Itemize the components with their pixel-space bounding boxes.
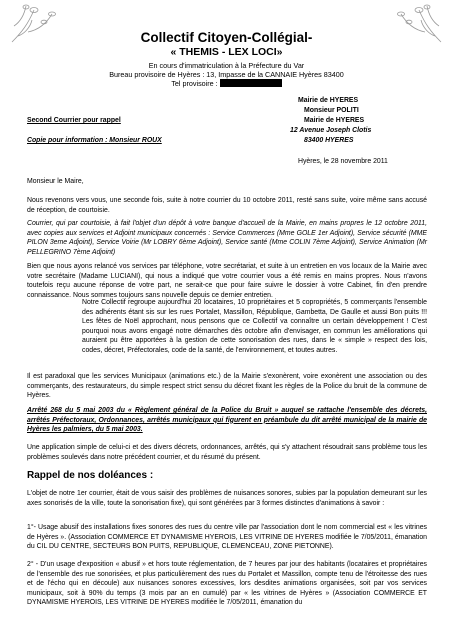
letter-date: Hyères, le 28 novembre 2011: [298, 158, 388, 165]
organization-subtitle: « THEMIS - LEX LOCI»: [170, 46, 283, 58]
recipient-line-4: 12 Avenue Joseph Clotis: [290, 127, 372, 134]
recipient-line-1: Mairie de HYERES: [298, 97, 359, 104]
paragraph-3: Bien que nous ayons relancé vos services par téléphone, votre secrétariat, et suite à un entretien en vos locaux de la Mairie avec votre secrétaire (Madame LUCIANI), qui nous a indiqué que votre courrier vous a été remis en mains propres. Nous n'avons toutefois reçu aucune réponse de votre part, ne serait-ce que pour faire suivre le dossier à votre Cabinet, fin d'en prendre connaissance. Nous sommes toujours sans nouvelle depuis ce dernier entretien.: [27, 263, 427, 299]
salutation: Monsieur le Maire,: [27, 178, 84, 185]
recipient-line-3: Mairie de HYERES: [304, 117, 365, 124]
paragraph-8: L'objet de notre 1er courrier, était de vous saisir des problèmes de nuisances sonores, subies par la population demeurant sur les axes sonorisés de la ville, toute la sonorisation fixe), qui sont générées par 3 formes distinctes d'animations à savoir :: [27, 490, 427, 507]
registration-line: En cours d'immatriculation à la Préfecture du Var: [148, 61, 305, 70]
redacted-phone: [220, 79, 282, 87]
paragraph-1: Nous revenons vers vous, une seconde fois, suite à notre courrier du 10 octobre 2011, resté sans suite, voire même sans accusé de réception, de courtoisie.: [27, 197, 427, 214]
paragraph-4: Notre Collectif regroupe aujourd'hui 20 locataires, 10 propriétaires et 5 copropriétés, 5 commerçants l'ensemble des adhérents étant sis sur les rues Portalet, Massillon, République, Gambetta, De Gaulle et aussi Bon puits !!! Les fêtes de Noël approchant, nous pensons que ce Collectif va connaître un certain développement ! C'est pourquoi nous avons engagé notre démarches dès octobre afin d'envisager, en commun les améliorations qui auraient pu être apportées à la gestion de cette sonorisation des rues, dans le « simple » respect des lois, codes, décret, Préfectorales, code de la santé, de l'environnement, et toutes autres.: [82, 299, 427, 354]
paragraph-6-decree: Arrêté 268 du 5 mai 2003 du « Règlement général de la Police du Bruit » auquel se rattache l'ensemble des décrets, arrêtés Préfectoraux, Ordonnances, arrêtés municipaux qui figurent en préambule du dit arrêté municipal de la mairie de Hyères les palmiers, du 5 mai 2003.: [27, 407, 427, 434]
address-line: Bureau provisoire de Hyères : 13, Impasse de la CANNAIE Hyères 83400: [109, 70, 344, 79]
paragraph-7: Une application simple de celui-ci et des divers décrets, ordonnances, arrêtés, qui s'y attachent résoudrait sans problème tous les problèmes soulevés dans notre précédent courrier, et du résumé du présent.: [27, 444, 427, 461]
paragraph-2: Courrier, qui par courtoisie, à fait l'objet d'un dépôt à votre banque d'accueil de la Mairie, en mains propres le 12 octobre 2011, avec copies aux services et Adjoint municipaux concernés : Service Commerces (Mme GOLE 1er Adjoint), Service sécurité (MME PILON 3eme Adjoint), Service Voirie (Mr LOBRY 6ème Adjoint), Service santé (Mme COLIN 7ème Adjoint), Service Animation (Mr PELLEGRINO 7ème Adjoint): [27, 220, 427, 256]
grievance-1: 1°- Usage abusif des installations fixes sonores des rues du centre ville par l'association dont le nom commercial est « les vitrines de Hyères ». (Association COMMERCE ET DYNAMISME HYEROIS, LES VITRINE DE HYERES modifiée le 7/05/2011, émanation du CIL DU CENTRE, SECTEURS BON PUITS, REPUBLIQUE, CLEMENCEAU, ZONE PIETONNE).: [27, 524, 427, 551]
section-title: Rappel de nos doléances :: [27, 470, 154, 481]
recipient-line-5: 83400 HYERES: [304, 137, 354, 144]
grievance-2: 2° - D'un usage d'exposition « abusif » et hors toute réglementation, de 7 heures par jour des habitants (locataires et propriétaires de l'ensemble des rue sonorisées, et plus particulièrement des rues du Portalet et Massillon, compte tenu de l'étroitesse des rues et de l'écho qui en découle) aux nuisances sonores excessives, lors desdites animations organisées, soit par vos services municipaux, soit à 90% du temps (3 mois par an en cumulé) par « les vitrines de Hyères » (Association COMMERCE ET DYNAMISME HYEROIS, LES VITRINE DE HYERES modifiée le 7/05/2011, émanation du: [27, 561, 427, 607]
copy-note: Copie pour information : Monsieur ROUX: [27, 137, 162, 144]
paragraph-5: Il est paradoxal que les services Municipaux (animations etc.) de la Mairie s'exonèrent, voire exonèrent une association ou des commerçants, des restaurateurs, du simple respect strict sensu du décret fixant les règles de la Police du bruit de la commune de Hyères.: [27, 373, 427, 400]
phone-line: [0, 79, 453, 88]
phone-label: Tel provisoire :: [171, 79, 218, 88]
recipient-line-2: Monsieur POLITI: [304, 107, 359, 114]
organization-title: Collectif Citoyen-Collégial-: [140, 30, 313, 45]
second-mail-note: Second Courrier pour rappel: [27, 117, 121, 124]
